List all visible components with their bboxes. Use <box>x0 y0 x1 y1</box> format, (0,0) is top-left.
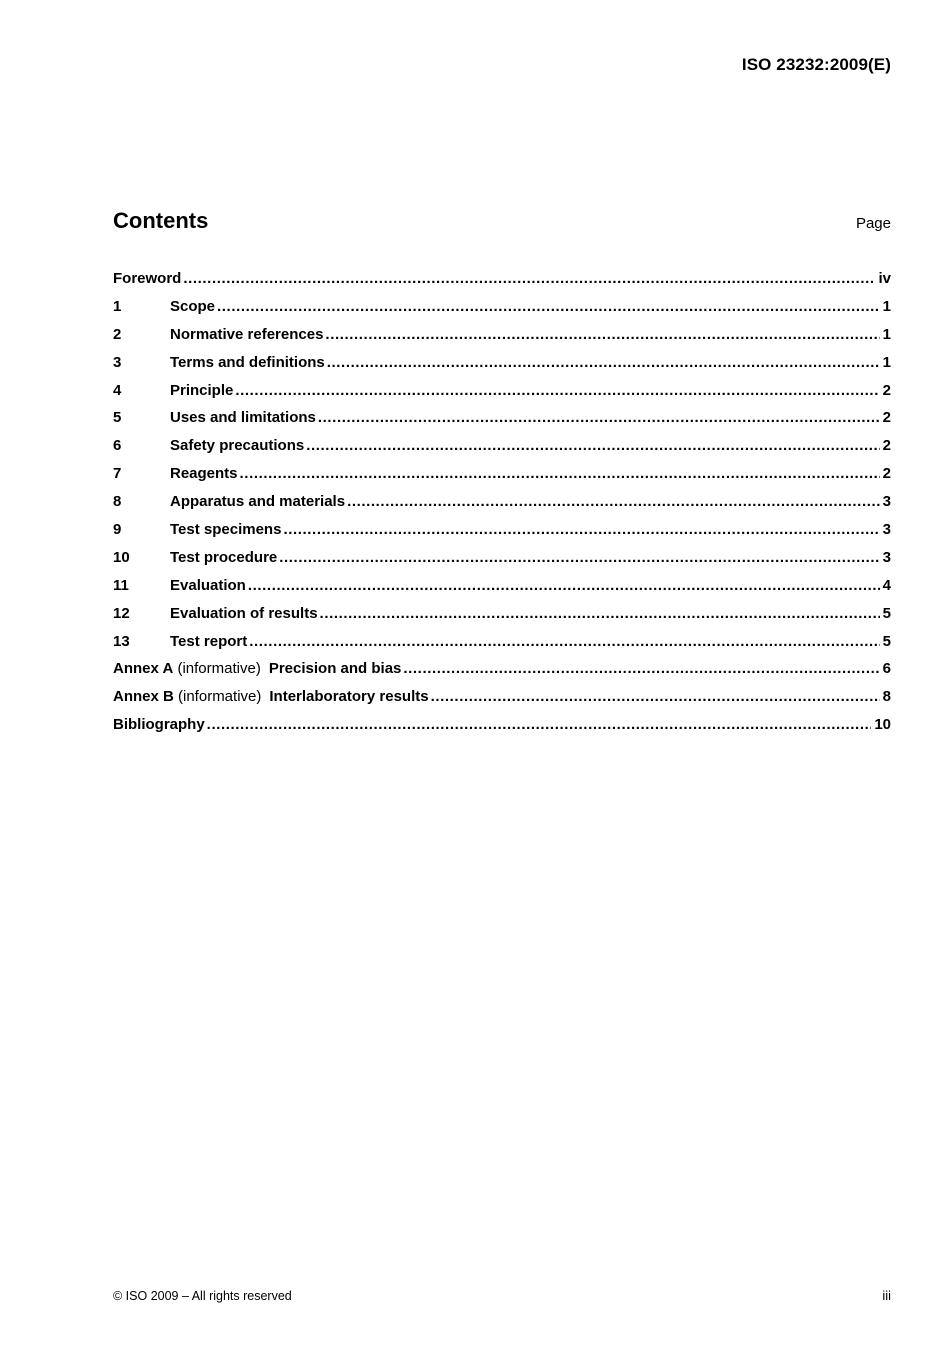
toc-entry-title: Test procedure <box>170 548 278 566</box>
toc-entry-number: 11 <box>113 576 129 594</box>
annex-note: (informative) <box>178 688 262 706</box>
toc-entry-uses-and-limitations[interactable] <box>113 404 891 432</box>
toc-entry-principle[interactable] <box>113 377 891 405</box>
toc-entry-title: Terms and definitions <box>170 353 325 371</box>
toc-entry-number: 10 <box>113 548 130 566</box>
dot-leader <box>217 293 880 321</box>
toc-entry-number: 6 <box>113 437 122 455</box>
toc-entry-page: 1 <box>882 297 891 315</box>
toc-entry-scope[interactable] <box>113 293 891 321</box>
toc-entry-title: Evaluation <box>170 576 246 594</box>
dot-leader <box>240 460 880 488</box>
toc-entry-page: 2 <box>882 437 891 455</box>
annex-note: (informative) <box>177 660 261 678</box>
dot-leader <box>279 544 879 572</box>
annex-label: Annex B <box>113 688 174 706</box>
dot-leader <box>283 516 879 544</box>
footer-copyright: © ISO 2009 – All rights reserved <box>113 1289 292 1303</box>
toc-entry-page: 8 <box>882 688 891 706</box>
toc-entry-test-procedure[interactable] <box>113 544 891 572</box>
toc-entry-title: Test specimens <box>170 521 282 539</box>
toc-entry-page: 3 <box>882 521 891 539</box>
toc-entry-title: Interlaboratory results <box>269 688 429 706</box>
toc-entry-bibliography[interactable] <box>113 711 891 739</box>
toc-entry-number: 8 <box>113 493 122 511</box>
toc-entry-page: 2 <box>882 381 891 399</box>
toc-entry-title: Principle <box>170 381 234 399</box>
toc-entry-evaluation-of-results[interactable] <box>113 600 891 628</box>
toc-entry-foreword[interactable] <box>113 265 891 293</box>
toc-entry-number: 13 <box>113 632 130 650</box>
table-of-contents <box>113 265 891 739</box>
toc-entry-title: Reagents <box>170 465 238 483</box>
toc-entry-annex-a[interactable] <box>113 655 891 683</box>
toc-entry-page: 2 <box>882 465 891 483</box>
dot-leader <box>249 628 879 656</box>
toc-entry-title: Evaluation of results <box>170 604 318 622</box>
toc-entry-number: 1 <box>113 297 122 315</box>
toc-entry-number: 2 <box>113 325 122 343</box>
dot-leader <box>306 432 879 460</box>
toc-entry-title: Precision and bias <box>268 660 402 678</box>
toc-entry-number: 7 <box>113 465 122 483</box>
toc-entry-test-specimens[interactable] <box>113 516 891 544</box>
toc-entry-annex-b[interactable] <box>113 683 891 711</box>
dot-leader <box>325 321 879 349</box>
toc-entry-safety-precautions[interactable] <box>113 432 891 460</box>
toc-entry-page: 1 <box>882 353 891 371</box>
footer-page-number: iii <box>882 1288 891 1303</box>
toc-entry-title: Bibliography <box>113 716 205 734</box>
toc-entry-page: 6 <box>882 660 891 678</box>
dot-leader <box>235 377 879 405</box>
toc-entry-number: 5 <box>113 409 122 427</box>
toc-entry-page: iv <box>878 270 891 287</box>
dot-leader <box>318 404 880 432</box>
document-id: ISO 23232:2009(E) <box>741 55 891 74</box>
dot-leader <box>431 683 880 711</box>
toc-entry-terms-and-definitions[interactable] <box>113 349 891 377</box>
dot-leader <box>207 711 872 739</box>
toc-entry-page: 10 <box>874 716 891 734</box>
dot-leader <box>327 349 880 377</box>
toc-entry-test-report[interactable] <box>113 628 891 656</box>
toc-entry-number: 12 <box>113 604 130 622</box>
dot-leader <box>403 655 879 683</box>
toc-entry-apparatus-and-materials[interactable] <box>113 488 891 516</box>
toc-entry-page: 5 <box>882 604 891 622</box>
toc-entry-page: 3 <box>882 493 891 511</box>
toc-entry-number: 9 <box>113 521 122 539</box>
toc-entry-title: Foreword <box>113 270 182 287</box>
toc-entry-number: 3 <box>113 353 122 371</box>
page-column-label: Page <box>855 215 891 232</box>
toc-entry-title: Safety precautions <box>170 437 305 455</box>
toc-entry-page: 1 <box>882 325 891 343</box>
annex-label: Annex A <box>113 660 174 678</box>
toc-entry-reagents[interactable] <box>113 460 891 488</box>
toc-entry-page: 3 <box>882 548 891 566</box>
contents-heading: Contents <box>113 208 209 233</box>
toc-entry-page: 5 <box>882 632 891 650</box>
dot-leader <box>347 488 880 516</box>
dot-leader <box>183 265 875 293</box>
toc-entry-number: 4 <box>113 381 122 399</box>
toc-entry-normative-references[interactable] <box>113 321 891 349</box>
toc-entry-title: Test report <box>170 632 248 650</box>
dot-leader <box>320 600 880 628</box>
toc-entry-title: Normative references <box>170 325 324 343</box>
toc-entry-page: 4 <box>882 576 891 594</box>
toc-entry-evaluation[interactable] <box>113 572 891 600</box>
toc-entry-title: Uses and limitations <box>170 409 316 427</box>
dot-leader <box>248 572 880 600</box>
toc-entry-title: Apparatus and materials <box>170 493 346 511</box>
toc-entry-title: Scope <box>170 297 216 315</box>
toc-entry-page: 2 <box>882 409 891 427</box>
